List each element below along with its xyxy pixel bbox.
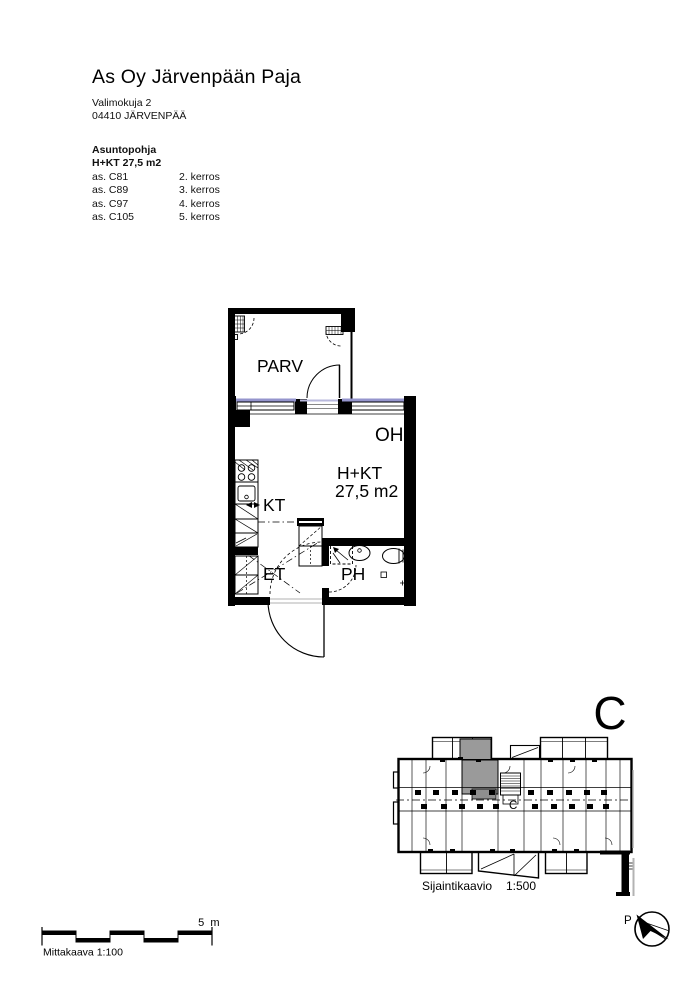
- floor-plan: [220, 300, 424, 660]
- room-label-living: OH: [375, 425, 404, 446]
- balcony-door: [307, 365, 340, 398]
- scale-length-label: 5 m: [198, 917, 221, 929]
- fridge-symbol: [236, 534, 257, 546]
- apartment-id: as. C97: [92, 197, 129, 210]
- door-arcs: [423, 766, 612, 845]
- scale-bar-segments: [42, 931, 212, 943]
- room-label-bathroom: PH: [341, 564, 366, 584]
- stove-burner: [248, 465, 255, 472]
- stove-burner: [248, 474, 255, 481]
- bottom-balconies: [421, 852, 588, 878]
- apartment-floor: 2. kerros: [179, 171, 220, 183]
- room-label-kitchen: KT: [263, 495, 286, 515]
- apartment-row: [92, 184, 292, 197]
- stove-burner: [238, 465, 245, 472]
- retaining-wall: [600, 770, 634, 896]
- entrance-door-arc: [268, 601, 324, 657]
- scale-bar-ticks: [42, 927, 212, 946]
- washbasin-shelf: [349, 541, 369, 546]
- toilet: [383, 549, 405, 564]
- north-arrow-icon: [612, 898, 678, 956]
- address-line-2: 04410 JÄRVENPÄÄ: [92, 110, 187, 122]
- plan-heading: Asuntopohja: [92, 144, 157, 156]
- window-band: [236, 399, 404, 415]
- unit-type-heading: H+KT 27,5 m2: [92, 157, 162, 169]
- unit-area-label: 27,5 m2: [335, 481, 399, 501]
- room-label-balcony: PARV: [257, 356, 304, 376]
- apartment-floor: 4. kerros: [179, 197, 220, 210]
- entry-wardrobes: [235, 556, 258, 594]
- apartment-id: as. C81: [92, 171, 129, 183]
- apartment-row: [92, 211, 292, 224]
- north-label: P: [624, 915, 632, 927]
- room-label-entry: ET: [263, 564, 286, 584]
- site-plan-scale: 1:500: [506, 879, 537, 893]
- apartment-id: as. C89: [92, 184, 129, 197]
- apartment-row: [92, 171, 292, 184]
- apartment-list: [92, 171, 292, 225]
- apartment-floor: 3. kerros: [179, 184, 220, 197]
- apartment-floor: 5. kerros: [179, 211, 220, 224]
- top-balconies: [433, 738, 608, 760]
- section-letter: C: [509, 800, 518, 812]
- scale-bar-caption: Mittakaava 1:100: [43, 946, 123, 959]
- apartment-id: as. C105: [92, 211, 135, 224]
- site-plan-caption: Sijaintikaavio: [422, 879, 493, 893]
- scale-bar: [28, 902, 228, 962]
- apartment-row: [92, 198, 292, 211]
- site-plan: [392, 684, 682, 896]
- project-title: As Oy Järvenpään Paja: [92, 66, 302, 88]
- sink-drain: [245, 495, 249, 499]
- entrance-door: [268, 542, 324, 657]
- building-letter: C: [593, 687, 627, 739]
- address-line-1: Valimokuja 2: [92, 97, 152, 109]
- stove-burner: [238, 474, 245, 481]
- unit-type-label: H+KT: [337, 463, 383, 483]
- floor-drain: [381, 572, 387, 578]
- balcony-glazing: [233, 316, 344, 346]
